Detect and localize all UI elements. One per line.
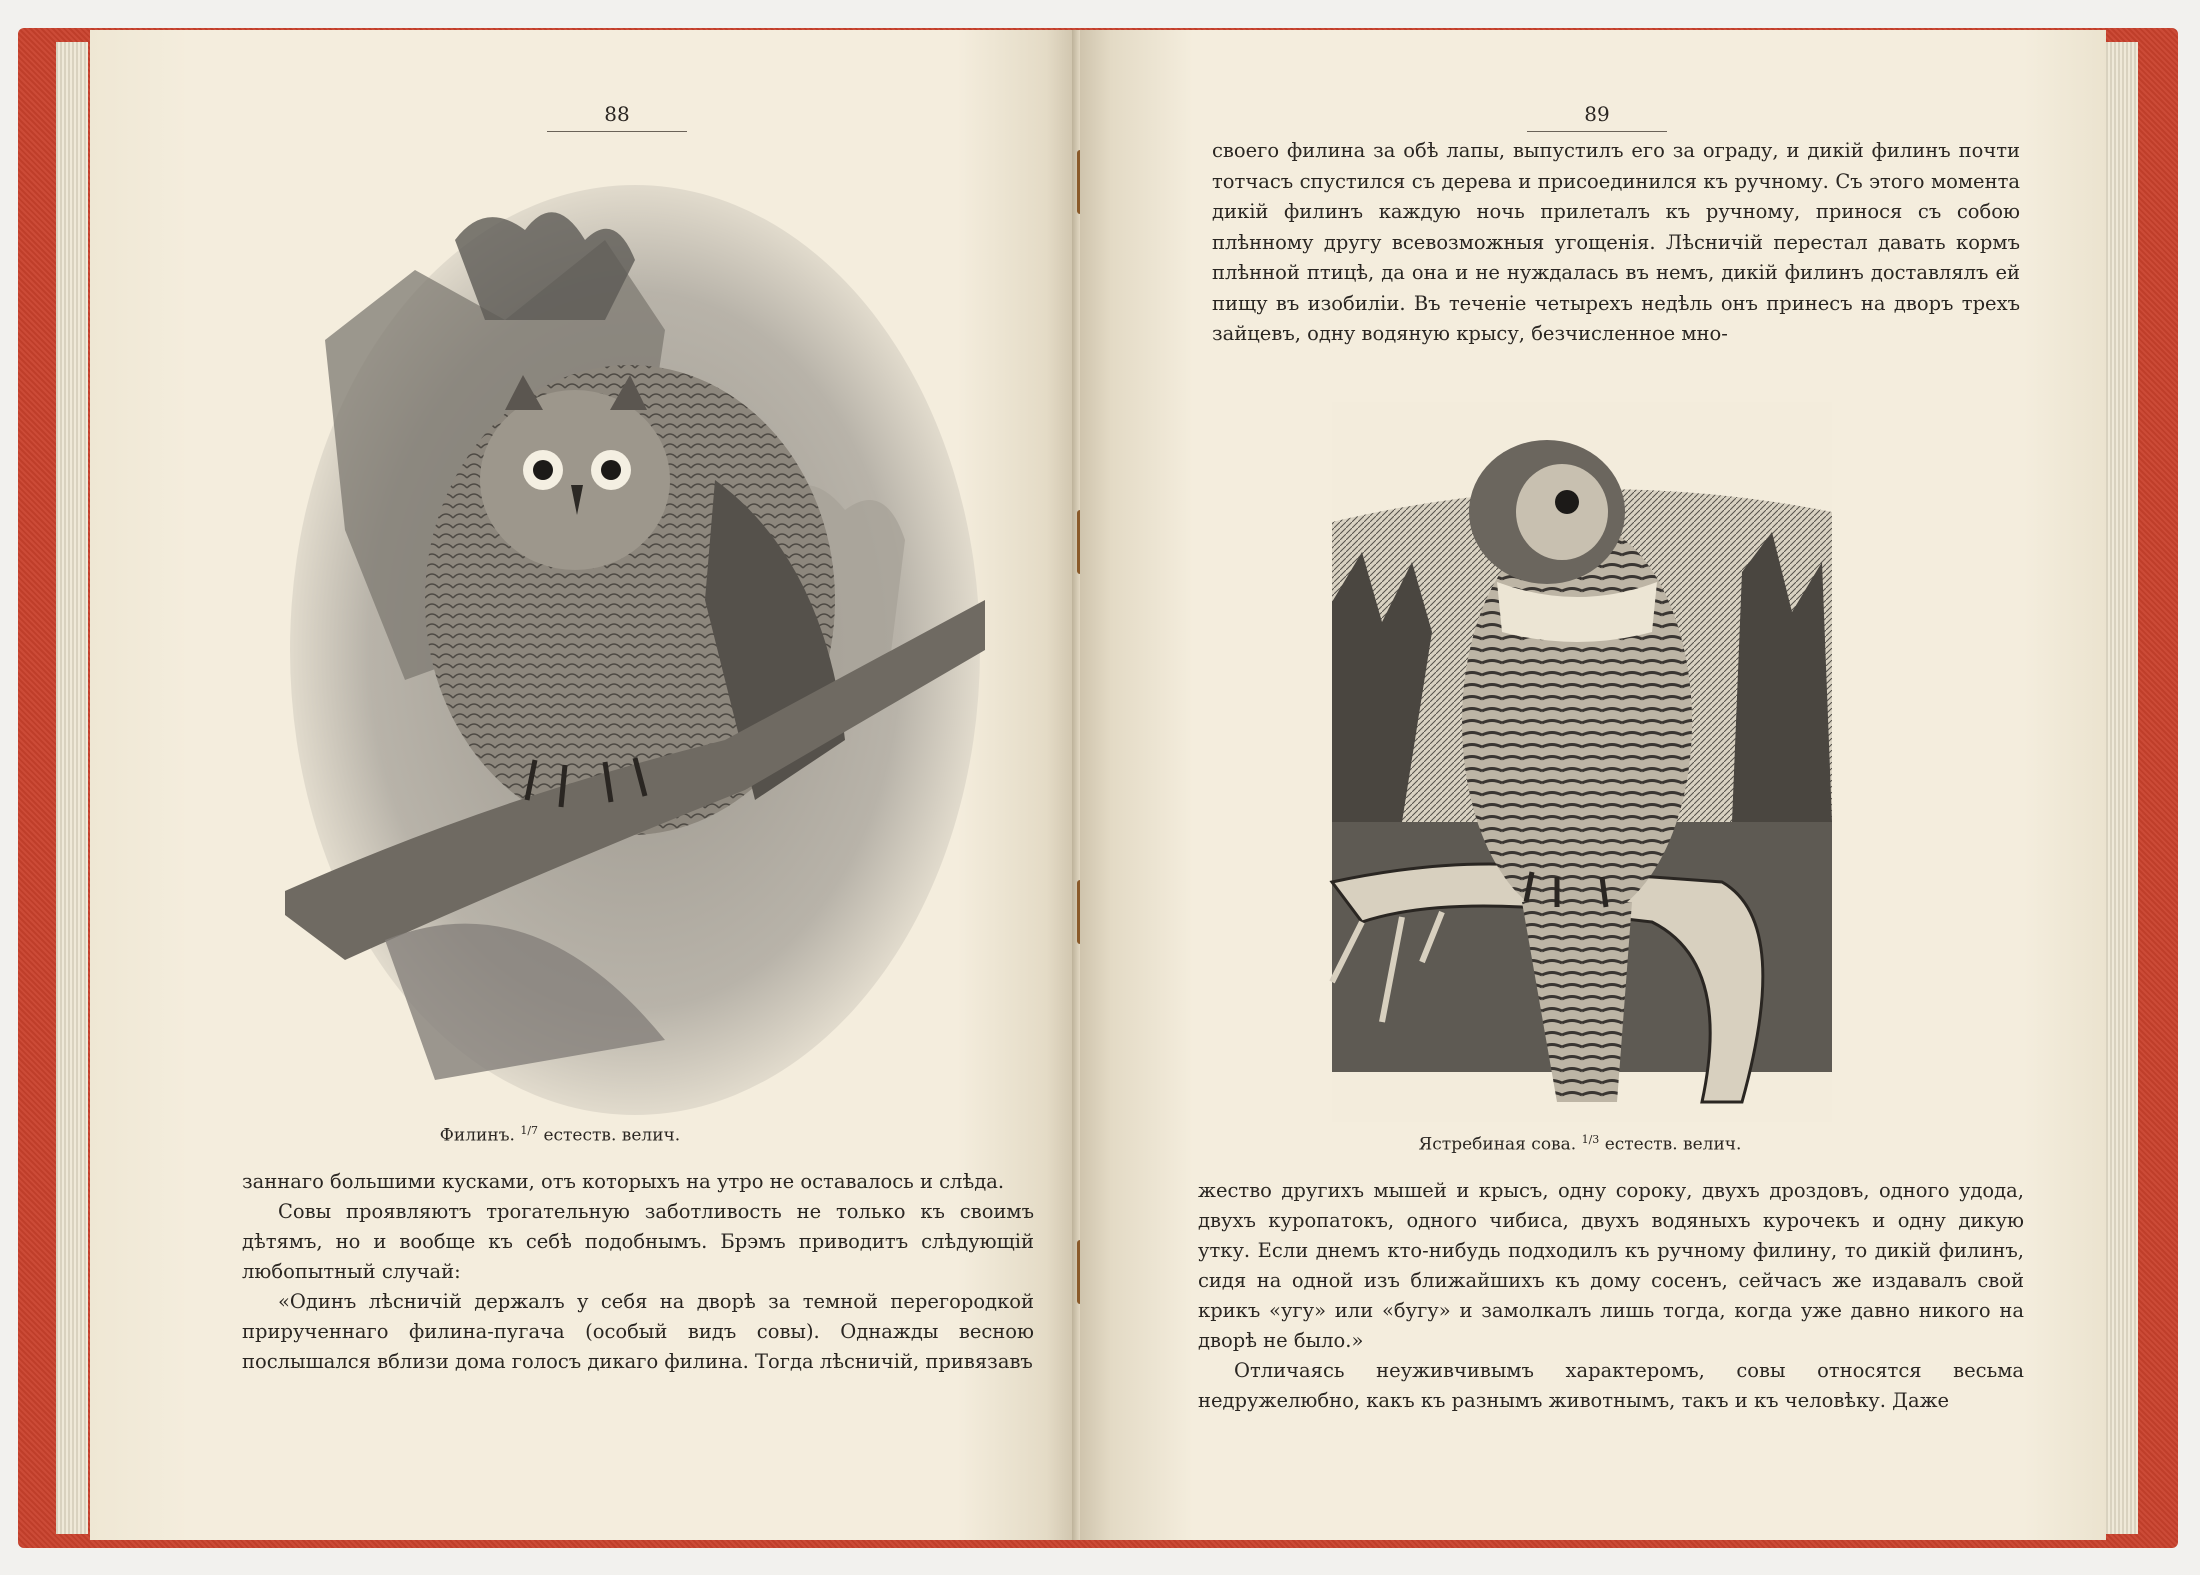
top-text: своего филина за обѣ лапы, выпустилъ его за ограду, и дикій филинъ почти тотчасъ спустился съ дерева и присоединился къ ручному. Съ этого момента дикій филинъ каждую ночь прилеталъ къ ручному, принося съ собою плѣнному другу всевозможныя угощенія. Лѣсничій перестал давать кормъ плѣнной птицѣ, да она и не нуждалась въ немъ, дикій филинъ доставлялъ ей пищу въ изобиліи. Въ теченіе четырехъ недѣль онъ принесъ на дворъ трехъ зайцевъ, одну водяную крысу, безчисленное мно- — [1212, 139, 2020, 345]
right-page — [1080, 30, 2106, 1540]
figure-caption — [310, 1124, 810, 1146]
caption-scale: 1/7 — [520, 1124, 539, 1137]
page-number: 88 — [604, 102, 630, 126]
paragraph: заннаго большими кусками, отъ которыхъ на утро не оставалось и слѣда. — [242, 1170, 1005, 1193]
page-number-rule — [1527, 131, 1667, 132]
hawk-owl-illustration — [1322, 402, 1842, 1122]
caption-scale-label: естеств. велич. — [543, 1125, 681, 1146]
paragraph: «Одинъ лѣсничій держалъ у себя на дворѣ за темной перегородкой прирученнаго филина-пугача (особый видъ совы). Однажды весною послышался вблизи дома голосъ дикаго филина. Тогда лѣсничій, привязавъ — [242, 1290, 1034, 1373]
body-text — [242, 1167, 1034, 1377]
left-page — [90, 30, 1076, 1540]
page-number: 89 — [1584, 102, 1610, 126]
body-text — [1198, 1176, 2024, 1416]
page-edges-right — [2106, 42, 2138, 1534]
caption-title: Филинъ. — [439, 1125, 515, 1146]
eagle-owl-illustration — [285, 180, 985, 1115]
paragraph: Совы проявляютъ трогательную заботливость не только къ своимъ дѣтямъ, но и вообще къ себѣ подобнымъ. Брэмъ приводитъ слѣдующій любопытный случай: — [242, 1200, 1034, 1283]
page-number-rule — [547, 131, 687, 132]
paragraph: Отличаясь неуживчивымъ характеромъ, совы относятся весьма недружелюбно, какъ къ разнымъ животнымъ, такъ и къ человѣку. Даже — [1198, 1359, 2024, 1412]
page-edges-left — [56, 42, 88, 1534]
caption-scale: 1/3 — [1581, 1133, 1600, 1146]
caption-title: Ястребиная сова. — [1418, 1134, 1577, 1155]
figure-caption — [1280, 1133, 1880, 1155]
caption-scale-label: естеств. велич. — [1604, 1134, 1742, 1155]
paragraph: жество другихъ мышей и крысъ, одну сороку, двухъ дроздовъ, одного удода, двухъ куропатокъ, одного чибиса, двухъ водяныхъ курочекъ и одну дикую утку. Если днемъ кто-нибудь подходилъ къ ручному филину, то дикій филинъ, сидя на одной изъ ближайшихъ къ дому сосенъ, сейчасъ же издавалъ свой крикъ «угу» или «бугу» и замолкалъ лишь тогда, когда уже давно никого на дворѣ не было.» — [1198, 1179, 2024, 1352]
